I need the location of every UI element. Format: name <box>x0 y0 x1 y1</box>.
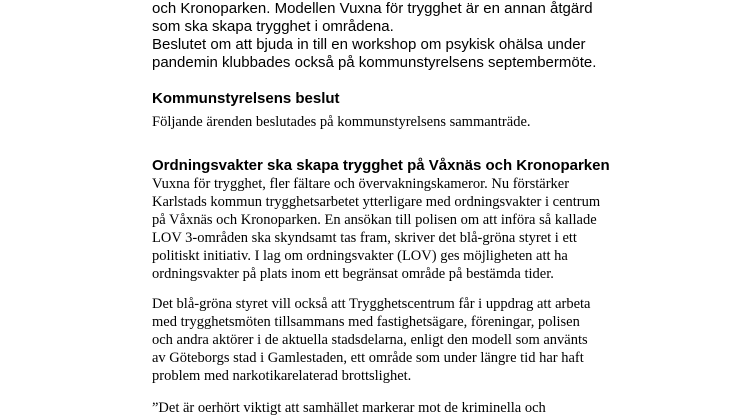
intro-line: som ska skapa trygghet i områdena. <box>152 18 394 35</box>
paragraph-line: problem med narkotikarelaterad brottslighet. <box>152 368 412 384</box>
paragraph-line: Karlstads kommun trygghetsarbetet ytterligare med ordningsvakter i centrum <box>152 194 601 210</box>
intro-line: Beslutet om att bjuda in till en workshop om psykisk ohälsa under <box>152 36 586 53</box>
paragraph-line: med trygghetsmöten tillsammans med fastighetsägare, föreningar, polisen <box>152 314 580 330</box>
paragraph-line: ordningsvakter på plats inom ett begränsat område på bestämda tider. <box>152 266 554 282</box>
section-heading: Kommunstyrelsens beslut <box>152 90 340 107</box>
paragraph-line: politiskt initiativ. I lag om ordningsvakter (LOV) ges möjligheten att ha <box>152 248 568 264</box>
paragraph-line: LOV 3-områden ska skyndsamt tas fram, skriver det blå-gröna styret i ett <box>152 230 577 246</box>
intro-line: pandemin klubbades också på kommunstyrelsens septembermöte. <box>152 54 597 71</box>
paragraph-line: på Våxnäs och Kronoparken. En ansökan till polisen om att införa så kallade <box>152 212 597 228</box>
article-heading: Ordningsvakter ska skapa trygghet på Våxnäs och Kronoparken <box>152 157 610 174</box>
paragraph-line: Vuxna för trygghet, fler fältare och övervakningskameror. Nu förstärker <box>152 176 570 192</box>
paragraph-line: och andra aktörer i de aktuella stadsdelarna, enligt den modell som använts <box>152 332 588 348</box>
section-intro: Följande ärenden beslutades på kommunstyrelsens sammanträde. <box>152 114 531 130</box>
paragraph-line: ”Det är oerhört viktigt att samhället markerar mot de kriminella och <box>152 400 546 416</box>
paragraph-line: av Göteborgs stad i Gamlestaden, ett område som under längre tid har haft <box>152 350 584 366</box>
paragraph-line: Det blå-gröna styret vill också att Trygghetscentrum får i uppdrag att arbeta <box>152 296 591 312</box>
intro-line: och Kronoparken. Modellen Vuxna för trygghet är en annan åtgärd <box>152 0 593 17</box>
